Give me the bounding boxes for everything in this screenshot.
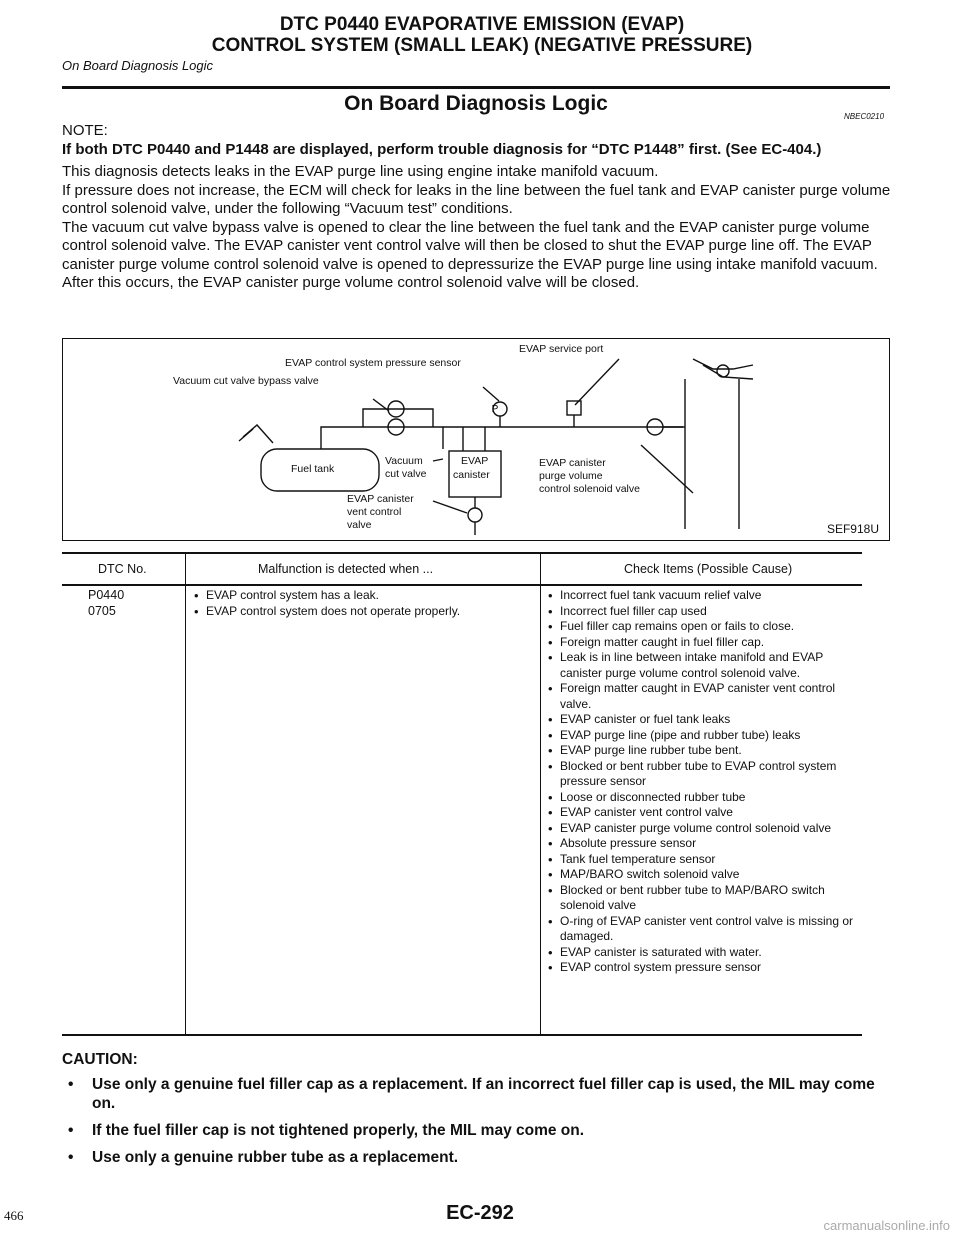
cause-item: • Absolute pressure sensor [546,836,856,852]
caution-block [62,1050,892,1175]
table-header-rule [62,584,862,586]
cause-item: • Foreign matter caught in fuel filler cap. [546,635,856,651]
vent-valve-icon [468,508,482,522]
page-title-line1: DTC P0440 EVAPORATIVE EMISSION (EVAP) [279,14,685,35]
label-purge-3: control solenoid valve [539,483,640,495]
paragraph-3: The vacuum cut valve bypass valve is opened to clear the line between the fuel tank and the EVAP canister purge volume control solenoid valve. The EVAP canister vent control valve will then be closed to shut the EVAP purge line off. The EVAP canister purge volume control solenoid valve is opened to depressurize the EVAP purge line using intake manifold vacuum. After this occurs, the EVAP canister purge volume control solenoid valve will be closed. [62,218,878,291]
malfunction-cell [192,588,532,619]
malfunction-item: • EVAP control system does not operate properly. [192,604,532,620]
header-rule [62,86,890,89]
watermark: carmanualsonline.info [823,1218,950,1233]
dtc-code-2: 0705 [88,603,116,618]
page-code: EC-292 [446,1202,514,1224]
section-title: On Board Diagnosis Logic [344,92,608,115]
table-divider-2 [540,552,541,1034]
label-vent-1: EVAP canister [347,493,414,505]
cause-item: • Leak is in line between intake manifold and EVAP canister purge volume control solenoid valve. [546,650,856,681]
caution-item: • Use only a genuine fuel filler cap as a replacement. If an incorrect fuel filler cap is used, the MIL may come on. [62,1075,892,1113]
port-p-label: P [491,404,499,415]
cause-item: • MAP/BARO switch solenoid valve [546,867,856,883]
cause-item: • Foreign matter caught in EVAP canister vent control valve. [546,681,856,712]
label-evap-canister-2: canister [453,469,490,481]
reference-code: NBEC0210 [844,112,885,121]
label-service-port: EVAP service port [519,343,604,355]
label-purge-1: EVAP canister [539,457,606,469]
page-title-line2: CONTROL SYSTEM (SMALL LEAK) (NEGATIVE PRESSURE) [211,35,753,56]
note-text: If both DTC P0440 and P1448 are displayed, perform trouble diagnosis for “DTC P1448” first. (See EC-404.) [62,140,822,158]
label-pressure-sensor: EVAP control system pressure sensor [285,357,461,369]
label-vent-2: vent control [347,506,402,518]
causes-cell [546,588,856,976]
evap-system-diagram [62,338,890,541]
label-vacuum-cut-2: cut valve [385,468,427,480]
label-fuel-tank: Fuel tank [291,463,335,475]
label-purge-2: purge volume [539,470,603,482]
cause-item: • Loose or disconnected rubber tube [546,790,856,806]
header-causes: Check Items (Possible Cause) [624,562,793,576]
body-text [62,122,892,293]
malfunction-item: • EVAP control system has a leak. [192,588,532,604]
paragraph-1: This diagnosis detects leaks in the EVAP purge line using engine intake manifold vacuum. [62,163,659,180]
page-number-left: 466 [4,1208,24,1223]
cause-item: • Fuel filler cap remains open or fails to close. [546,619,856,635]
cause-item: • EVAP canister or fuel tank leaks [546,712,856,728]
caution-item: • If the fuel filler cap is not tightened properly, the MIL may come on. [62,1121,892,1140]
dtc-cell [88,588,124,619]
label-evap-canister-1: EVAP [461,455,489,467]
cause-item: • EVAP canister vent control valve [546,805,856,821]
label-vacuum-cut-1: Vacuum [385,455,423,467]
cause-item: • Blocked or bent rubber tube to MAP/BARO switch solenoid valve [546,883,856,914]
header-dtc: DTC No. [98,562,147,576]
breadcrumb: On Board Diagnosis Logic [62,58,214,73]
cause-item: • EVAP canister purge volume control solenoid valve [546,821,856,837]
table-top-rule [62,552,862,554]
service-port-icon [567,401,581,415]
label-bypass-valve: Vacuum cut valve bypass valve [173,375,319,387]
header-malfunction: Malfunction is detected when ... [258,562,434,576]
caution-item: • Use only a genuine rubber tube as a replacement. [62,1148,892,1167]
table-divider-1 [185,552,186,1034]
cause-item: • O-ring of EVAP canister vent control valve is missing or damaged. [546,914,856,945]
caution-label: CAUTION: [62,1051,138,1068]
cause-item: • Incorrect fuel tank vacuum relief valve [546,588,856,604]
cause-item: • Blocked or bent rubber tube to EVAP control system pressure sensor [546,759,856,790]
cause-item: • Incorrect fuel filler cap used [546,604,856,620]
cause-item: • Tank fuel temperature sensor [546,852,856,868]
cause-item: • EVAP control system pressure sensor [546,960,856,976]
label-vent-3: valve [347,519,372,531]
cause-item: • EVAP purge line (pipe and rubber tube) leaks [546,728,856,744]
dtc-code-1: P0440 [88,588,125,602]
table-bottom-rule [62,1034,862,1036]
note-label: NOTE: [62,122,108,139]
figure-code: SEF918U [826,522,879,536]
cause-item: • EVAP purge line rubber tube bent. [546,743,856,759]
paragraph-2: If pressure does not increase, the ECM will check for leaks in the line between the fuel tank and EVAP canister purge volume control solenoid valve, under the following “Vacuum test” conditions. [62,181,891,217]
cause-item: • EVAP canister is saturated with water. [546,945,856,961]
page-header [62,14,902,73]
diagram-drawing [63,339,891,542]
